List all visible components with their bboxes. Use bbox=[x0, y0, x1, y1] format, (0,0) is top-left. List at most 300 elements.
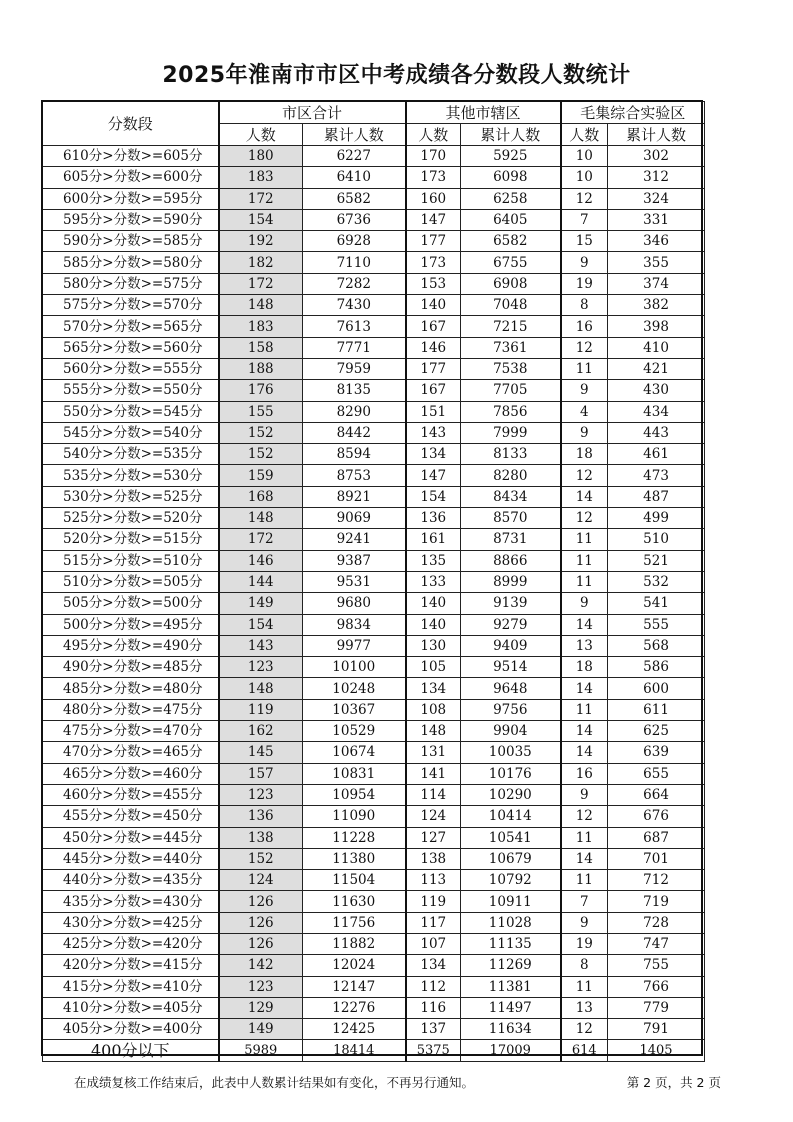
table-row bbox=[43, 188, 705, 209]
cell-score-segment: 500分>分数>=495分 bbox=[43, 614, 219, 635]
cell-maoji-count: 12 bbox=[561, 1019, 608, 1040]
cell-city-cumulative: 8921 bbox=[303, 486, 406, 507]
cell-other-cumulative: 9139 bbox=[461, 593, 561, 614]
cell-other-cumulative: 10035 bbox=[461, 742, 561, 763]
cell-city-count: 152 bbox=[219, 444, 303, 465]
cell-score-segment: 600分>分数>=595分 bbox=[43, 188, 219, 209]
cell-city-cumulative: 8135 bbox=[303, 380, 406, 401]
cell-city-cumulative: 11228 bbox=[303, 827, 406, 848]
cell-other-cumulative: 8280 bbox=[461, 465, 561, 486]
cell-other-count: 177 bbox=[406, 358, 461, 379]
cell-city-count: 143 bbox=[219, 635, 303, 656]
cell-score-segment: 475分>分数>=470分 bbox=[43, 721, 219, 742]
cell-other-count: 112 bbox=[406, 976, 461, 997]
cell-other-cumulative: 9279 bbox=[461, 614, 561, 635]
cell-city-count: 176 bbox=[219, 380, 303, 401]
cell-maoji-count: 9 bbox=[561, 912, 608, 933]
cell-maoji-cumulative: 755 bbox=[608, 955, 705, 976]
cell-other-count: 140 bbox=[406, 614, 461, 635]
subheader-cumulative: 累计人数 bbox=[461, 124, 561, 146]
cell-city-cumulative: 9241 bbox=[303, 529, 406, 550]
table-row bbox=[43, 167, 705, 188]
cell-maoji-count: 12 bbox=[561, 337, 608, 358]
cell-other-cumulative: 10911 bbox=[461, 891, 561, 912]
cell-other-count: 167 bbox=[406, 316, 461, 337]
cell-other-count: 140 bbox=[406, 593, 461, 614]
cell-other-cumulative: 7705 bbox=[461, 380, 561, 401]
cell-maoji-cumulative: 625 bbox=[608, 721, 705, 742]
cell-city-cumulative: 11380 bbox=[303, 848, 406, 869]
cell-score-segment: 430分>分数>=425分 bbox=[43, 912, 219, 933]
cell-city-count: 158 bbox=[219, 337, 303, 358]
cell-score-segment: 485分>分数>=480分 bbox=[43, 678, 219, 699]
table-row bbox=[43, 593, 705, 614]
cell-maoji-cumulative: 747 bbox=[608, 933, 705, 954]
cell-other-count: 161 bbox=[406, 529, 461, 550]
cell-city-count: 192 bbox=[219, 231, 303, 252]
cell-other-count: 143 bbox=[406, 422, 461, 443]
cell-city-count: 172 bbox=[219, 529, 303, 550]
cell-other-cumulative: 7999 bbox=[461, 422, 561, 443]
cell-city-count: 157 bbox=[219, 763, 303, 784]
cell-other-count: 167 bbox=[406, 380, 461, 401]
cell-maoji-count: 11 bbox=[561, 571, 608, 592]
cell-maoji-count: 19 bbox=[561, 933, 608, 954]
table-row bbox=[43, 571, 705, 592]
cell-maoji-count: 13 bbox=[561, 997, 608, 1018]
cell-other-count: 124 bbox=[406, 806, 461, 827]
cell-city-cumulative: 7959 bbox=[303, 358, 406, 379]
cell-city-cumulative: 9680 bbox=[303, 593, 406, 614]
cell-other-cumulative: 10792 bbox=[461, 870, 561, 891]
cell-score-segment: 405分>分数>=400分 bbox=[43, 1019, 219, 1040]
table-row bbox=[43, 614, 705, 635]
table-row bbox=[43, 657, 705, 678]
cell-maoji-count: 11 bbox=[561, 827, 608, 848]
subheader-count: 人数 bbox=[406, 124, 461, 146]
cell-score-segment: 555分>分数>=550分 bbox=[43, 380, 219, 401]
cell-city-cumulative: 6582 bbox=[303, 188, 406, 209]
table-row bbox=[43, 273, 705, 294]
cell-other-cumulative: 17009 bbox=[461, 1040, 561, 1062]
cell-city-count: 148 bbox=[219, 295, 303, 316]
cell-maoji-count: 11 bbox=[561, 550, 608, 571]
cell-maoji-cumulative: 324 bbox=[608, 188, 705, 209]
cell-city-cumulative: 8290 bbox=[303, 401, 406, 422]
cell-score-segment: 595分>分数>=590分 bbox=[43, 209, 219, 230]
table-row bbox=[43, 146, 705, 167]
cell-other-count: 170 bbox=[406, 146, 461, 167]
cell-other-cumulative: 10541 bbox=[461, 827, 561, 848]
cell-maoji-cumulative: 555 bbox=[608, 614, 705, 635]
cell-maoji-cumulative: 473 bbox=[608, 465, 705, 486]
cell-city-cumulative: 10367 bbox=[303, 699, 406, 720]
cell-other-count: 135 bbox=[406, 550, 461, 571]
cell-city-count: 183 bbox=[219, 316, 303, 337]
cell-other-cumulative: 9756 bbox=[461, 699, 561, 720]
cell-maoji-count: 9 bbox=[561, 784, 608, 805]
table-row bbox=[43, 933, 705, 954]
cell-maoji-cumulative: 655 bbox=[608, 763, 705, 784]
cell-city-cumulative: 10248 bbox=[303, 678, 406, 699]
table-row bbox=[43, 721, 705, 742]
cell-maoji-cumulative: 430 bbox=[608, 380, 705, 401]
cell-city-count: 172 bbox=[219, 273, 303, 294]
cell-maoji-cumulative: 510 bbox=[608, 529, 705, 550]
cell-other-cumulative: 11634 bbox=[461, 1019, 561, 1040]
cell-city-count: 124 bbox=[219, 870, 303, 891]
cell-other-cumulative: 8570 bbox=[461, 508, 561, 529]
cell-maoji-count: 8 bbox=[561, 295, 608, 316]
cell-city-cumulative: 7613 bbox=[303, 316, 406, 337]
table-row bbox=[43, 486, 705, 507]
cell-other-cumulative: 8434 bbox=[461, 486, 561, 507]
cell-maoji-count: 7 bbox=[561, 209, 608, 230]
cell-other-count: 134 bbox=[406, 678, 461, 699]
cell-maoji-cumulative: 791 bbox=[608, 1019, 705, 1040]
cell-score-segment: 520分>分数>=515分 bbox=[43, 529, 219, 550]
cell-maoji-count: 11 bbox=[561, 976, 608, 997]
cell-city-cumulative: 7430 bbox=[303, 295, 406, 316]
cell-city-count: 142 bbox=[219, 955, 303, 976]
cell-maoji-cumulative: 541 bbox=[608, 593, 705, 614]
cell-other-count: 137 bbox=[406, 1019, 461, 1040]
cell-score-segment: 480分>分数>=475分 bbox=[43, 699, 219, 720]
cell-maoji-count: 9 bbox=[561, 422, 608, 443]
cell-maoji-count: 12 bbox=[561, 806, 608, 827]
cell-city-count: 5989 bbox=[219, 1040, 303, 1062]
table-row bbox=[43, 529, 705, 550]
cell-maoji-cumulative: 421 bbox=[608, 358, 705, 379]
cell-score-segment: 490分>分数>=485分 bbox=[43, 657, 219, 678]
cell-other-cumulative: 10176 bbox=[461, 763, 561, 784]
cell-city-cumulative: 11504 bbox=[303, 870, 406, 891]
cell-maoji-cumulative: 687 bbox=[608, 827, 705, 848]
cell-city-count: 126 bbox=[219, 912, 303, 933]
table-body bbox=[43, 146, 705, 1062]
cell-other-count: 133 bbox=[406, 571, 461, 592]
cell-other-cumulative: 6755 bbox=[461, 252, 561, 273]
cell-maoji-count: 14 bbox=[561, 848, 608, 869]
cell-city-count: 162 bbox=[219, 721, 303, 742]
cell-maoji-count: 10 bbox=[561, 146, 608, 167]
cell-score-segment: 495分>分数>=490分 bbox=[43, 635, 219, 656]
cell-maoji-cumulative: 398 bbox=[608, 316, 705, 337]
cell-score-segment: 540分>分数>=535分 bbox=[43, 444, 219, 465]
cell-other-cumulative: 11135 bbox=[461, 933, 561, 954]
cell-city-count: 129 bbox=[219, 997, 303, 1018]
cell-maoji-cumulative: 302 bbox=[608, 146, 705, 167]
cell-city-count: 155 bbox=[219, 401, 303, 422]
cell-other-count: 134 bbox=[406, 444, 461, 465]
table-row bbox=[43, 252, 705, 273]
cell-maoji-cumulative: 600 bbox=[608, 678, 705, 699]
cell-maoji-cumulative: 568 bbox=[608, 635, 705, 656]
cell-maoji-count: 12 bbox=[561, 188, 608, 209]
cell-maoji-count: 9 bbox=[561, 252, 608, 273]
cell-city-count: 188 bbox=[219, 358, 303, 379]
cell-other-count: 134 bbox=[406, 955, 461, 976]
cell-city-cumulative: 12024 bbox=[303, 955, 406, 976]
cell-other-cumulative: 7215 bbox=[461, 316, 561, 337]
cell-maoji-count: 13 bbox=[561, 635, 608, 656]
cell-maoji-cumulative: 382 bbox=[608, 295, 705, 316]
cell-maoji-count: 10 bbox=[561, 167, 608, 188]
cell-city-cumulative: 9834 bbox=[303, 614, 406, 635]
cell-city-count: 182 bbox=[219, 252, 303, 273]
cell-city-cumulative: 6227 bbox=[303, 146, 406, 167]
cell-other-count: 148 bbox=[406, 721, 461, 742]
table-row bbox=[43, 444, 705, 465]
cell-city-count: 154 bbox=[219, 209, 303, 230]
cell-maoji-count: 12 bbox=[561, 465, 608, 486]
cell-other-count: 105 bbox=[406, 657, 461, 678]
cell-score-segment: 570分>分数>=565分 bbox=[43, 316, 219, 337]
cell-score-segment: 510分>分数>=505分 bbox=[43, 571, 219, 592]
cell-score-segment: 590分>分数>=585分 bbox=[43, 231, 219, 252]
cell-other-count: 138 bbox=[406, 848, 461, 869]
cell-other-cumulative: 8866 bbox=[461, 550, 561, 571]
page-title: 2025年淮南市市区中考成绩各分数段人数统计 bbox=[162, 63, 631, 88]
header-group-maoji: 毛集综合实验区 bbox=[561, 102, 705, 124]
cell-other-count: 107 bbox=[406, 933, 461, 954]
cell-score-segment: 565分>分数>=560分 bbox=[43, 337, 219, 358]
cell-score-segment: 440分>分数>=435分 bbox=[43, 870, 219, 891]
cell-maoji-count: 11 bbox=[561, 529, 608, 550]
cell-city-cumulative: 18414 bbox=[303, 1040, 406, 1062]
cell-maoji-count: 19 bbox=[561, 273, 608, 294]
cell-city-cumulative: 11756 bbox=[303, 912, 406, 933]
cell-other-cumulative: 11497 bbox=[461, 997, 561, 1018]
cell-city-count: 180 bbox=[219, 146, 303, 167]
table-row bbox=[43, 358, 705, 379]
table-row bbox=[43, 295, 705, 316]
page-number: 第 2 页，共 2 页 bbox=[626, 1075, 721, 1090]
cell-city-cumulative: 8442 bbox=[303, 422, 406, 443]
cell-score-segment: 445分>分数>=440分 bbox=[43, 848, 219, 869]
cell-score-segment: 610分>分数>=605分 bbox=[43, 146, 219, 167]
cell-other-count: 5375 bbox=[406, 1040, 461, 1062]
table-row bbox=[43, 912, 705, 933]
cell-city-count: 138 bbox=[219, 827, 303, 848]
cell-city-cumulative: 12425 bbox=[303, 1019, 406, 1040]
table-row bbox=[43, 763, 705, 784]
cell-score-segment: 460分>分数>=455分 bbox=[43, 784, 219, 805]
cell-other-cumulative: 10290 bbox=[461, 784, 561, 805]
cell-other-count: 116 bbox=[406, 997, 461, 1018]
cell-maoji-cumulative: 374 bbox=[608, 273, 705, 294]
header-group-other-districts: 其他市辖区 bbox=[406, 102, 561, 124]
cell-city-count: 154 bbox=[219, 614, 303, 635]
cell-other-count: 147 bbox=[406, 465, 461, 486]
cell-other-cumulative: 5925 bbox=[461, 146, 561, 167]
cell-score-segment: 550分>分数>=545分 bbox=[43, 401, 219, 422]
cell-maoji-count: 14 bbox=[561, 721, 608, 742]
cell-maoji-count: 9 bbox=[561, 593, 608, 614]
cell-maoji-cumulative: 676 bbox=[608, 806, 705, 827]
cell-score-segment: 420分>分数>=415分 bbox=[43, 955, 219, 976]
cell-maoji-count: 11 bbox=[561, 870, 608, 891]
cell-score-segment: 605分>分数>=600分 bbox=[43, 167, 219, 188]
cell-city-cumulative: 6410 bbox=[303, 167, 406, 188]
cell-city-cumulative: 9387 bbox=[303, 550, 406, 571]
cell-city-count: 123 bbox=[219, 976, 303, 997]
cell-city-count: 119 bbox=[219, 699, 303, 720]
cell-maoji-cumulative: 779 bbox=[608, 997, 705, 1018]
cell-city-cumulative: 10831 bbox=[303, 763, 406, 784]
cell-score-segment: 530分>分数>=525分 bbox=[43, 486, 219, 507]
cell-other-count: 177 bbox=[406, 231, 461, 252]
table-row bbox=[43, 827, 705, 848]
cell-city-count: 149 bbox=[219, 1019, 303, 1040]
cell-city-count: 159 bbox=[219, 465, 303, 486]
cell-maoji-cumulative: 434 bbox=[608, 401, 705, 422]
cell-maoji-cumulative: 355 bbox=[608, 252, 705, 273]
cell-score-segment: 425分>分数>=420分 bbox=[43, 933, 219, 954]
table-row bbox=[43, 955, 705, 976]
cell-other-count: 173 bbox=[406, 167, 461, 188]
cell-maoji-count: 11 bbox=[561, 699, 608, 720]
cell-maoji-cumulative: 346 bbox=[608, 231, 705, 252]
cell-maoji-cumulative: 521 bbox=[608, 550, 705, 571]
cell-maoji-count: 11 bbox=[561, 358, 608, 379]
cell-score-segment: 400分以下 bbox=[43, 1040, 219, 1062]
table-row bbox=[43, 508, 705, 529]
cell-maoji-count: 614 bbox=[561, 1040, 608, 1062]
table-row bbox=[43, 891, 705, 912]
cell-city-count: 152 bbox=[219, 422, 303, 443]
cell-maoji-count: 9 bbox=[561, 380, 608, 401]
table-row bbox=[43, 699, 705, 720]
cell-other-cumulative: 7048 bbox=[461, 295, 561, 316]
cell-city-count: 126 bbox=[219, 891, 303, 912]
cell-city-cumulative: 12147 bbox=[303, 976, 406, 997]
cell-maoji-cumulative: 728 bbox=[608, 912, 705, 933]
cell-other-cumulative: 7856 bbox=[461, 401, 561, 422]
cell-other-cumulative: 6098 bbox=[461, 167, 561, 188]
table-row bbox=[43, 997, 705, 1018]
cell-city-count: 145 bbox=[219, 742, 303, 763]
table-row bbox=[43, 422, 705, 443]
cell-maoji-cumulative: 712 bbox=[608, 870, 705, 891]
footer-note: 在成绩复核工作结束后，此表中人数累计结果如有变化，不再另行通知。 bbox=[74, 1075, 475, 1090]
subheader-count: 人数 bbox=[561, 124, 608, 146]
cell-other-cumulative: 9514 bbox=[461, 657, 561, 678]
cell-city-count: 172 bbox=[219, 188, 303, 209]
table-row bbox=[43, 231, 705, 252]
cell-other-cumulative: 11028 bbox=[461, 912, 561, 933]
cell-maoji-cumulative: 487 bbox=[608, 486, 705, 507]
header-group-city-total: 市区合计 bbox=[219, 102, 406, 124]
cell-maoji-count: 16 bbox=[561, 763, 608, 784]
cell-other-count: 136 bbox=[406, 508, 461, 529]
cell-other-cumulative: 9904 bbox=[461, 721, 561, 742]
cell-maoji-count: 4 bbox=[561, 401, 608, 422]
cell-maoji-cumulative: 611 bbox=[608, 699, 705, 720]
cell-city-cumulative: 7110 bbox=[303, 252, 406, 273]
cell-other-cumulative: 6582 bbox=[461, 231, 561, 252]
cell-other-count: 154 bbox=[406, 486, 461, 507]
cell-maoji-count: 16 bbox=[561, 316, 608, 337]
cell-other-cumulative: 9648 bbox=[461, 678, 561, 699]
cell-city-cumulative: 11090 bbox=[303, 806, 406, 827]
cell-city-cumulative: 7771 bbox=[303, 337, 406, 358]
cell-score-segment: 465分>分数>=460分 bbox=[43, 763, 219, 784]
cell-other-count: 160 bbox=[406, 188, 461, 209]
cell-maoji-cumulative: 664 bbox=[608, 784, 705, 805]
table-row bbox=[43, 870, 705, 891]
table-row bbox=[43, 465, 705, 486]
cell-score-segment: 450分>分数>=445分 bbox=[43, 827, 219, 848]
table-row bbox=[43, 635, 705, 656]
table-row bbox=[43, 209, 705, 230]
cell-city-count: 152 bbox=[219, 848, 303, 869]
cell-city-cumulative: 8753 bbox=[303, 465, 406, 486]
cell-city-count: 146 bbox=[219, 550, 303, 571]
cell-city-cumulative: 10674 bbox=[303, 742, 406, 763]
cell-other-count: 113 bbox=[406, 870, 461, 891]
cell-maoji-cumulative: 532 bbox=[608, 571, 705, 592]
cell-score-segment: 575分>分数>=570分 bbox=[43, 295, 219, 316]
table-row-below-400 bbox=[43, 1040, 705, 1062]
cell-maoji-cumulative: 1405 bbox=[608, 1040, 705, 1062]
cell-maoji-count: 14 bbox=[561, 486, 608, 507]
cell-other-cumulative: 6258 bbox=[461, 188, 561, 209]
table-row bbox=[43, 550, 705, 571]
table-row bbox=[43, 337, 705, 358]
cell-maoji-count: 14 bbox=[561, 678, 608, 699]
cell-score-segment: 415分>分数>=410分 bbox=[43, 976, 219, 997]
cell-maoji-cumulative: 312 bbox=[608, 167, 705, 188]
cell-other-count: 130 bbox=[406, 635, 461, 656]
cell-score-segment: 580分>分数>=575分 bbox=[43, 273, 219, 294]
cell-score-segment: 535分>分数>=530分 bbox=[43, 465, 219, 486]
cell-city-count: 144 bbox=[219, 571, 303, 592]
cell-city-cumulative: 10954 bbox=[303, 784, 406, 805]
table-row bbox=[43, 848, 705, 869]
table-row bbox=[43, 316, 705, 337]
cell-other-count: 141 bbox=[406, 763, 461, 784]
cell-maoji-count: 15 bbox=[561, 231, 608, 252]
cell-other-cumulative: 7361 bbox=[461, 337, 561, 358]
cell-city-cumulative: 7282 bbox=[303, 273, 406, 294]
cell-score-segment: 560分>分数>=555分 bbox=[43, 358, 219, 379]
cell-score-segment: 455分>分数>=450分 bbox=[43, 806, 219, 827]
cell-other-cumulative: 10414 bbox=[461, 806, 561, 827]
cell-maoji-count: 8 bbox=[561, 955, 608, 976]
cell-city-cumulative: 12276 bbox=[303, 997, 406, 1018]
cell-maoji-cumulative: 410 bbox=[608, 337, 705, 358]
table-row bbox=[43, 401, 705, 422]
subheader-count: 人数 bbox=[219, 124, 303, 146]
cell-other-cumulative: 7538 bbox=[461, 358, 561, 379]
cell-city-cumulative: 11882 bbox=[303, 933, 406, 954]
cell-maoji-count: 18 bbox=[561, 444, 608, 465]
cell-city-count: 183 bbox=[219, 167, 303, 188]
score-distribution-table bbox=[42, 101, 705, 1062]
cell-city-count: 148 bbox=[219, 678, 303, 699]
cell-maoji-count: 14 bbox=[561, 742, 608, 763]
cell-maoji-cumulative: 719 bbox=[608, 891, 705, 912]
cell-city-cumulative: 10529 bbox=[303, 721, 406, 742]
cell-other-cumulative: 6405 bbox=[461, 209, 561, 230]
cell-score-segment: 515分>分数>=510分 bbox=[43, 550, 219, 571]
cell-city-cumulative: 6928 bbox=[303, 231, 406, 252]
cell-score-segment: 585分>分数>=580分 bbox=[43, 252, 219, 273]
cell-other-count: 114 bbox=[406, 784, 461, 805]
cell-city-cumulative: 11630 bbox=[303, 891, 406, 912]
cell-city-cumulative: 9977 bbox=[303, 635, 406, 656]
